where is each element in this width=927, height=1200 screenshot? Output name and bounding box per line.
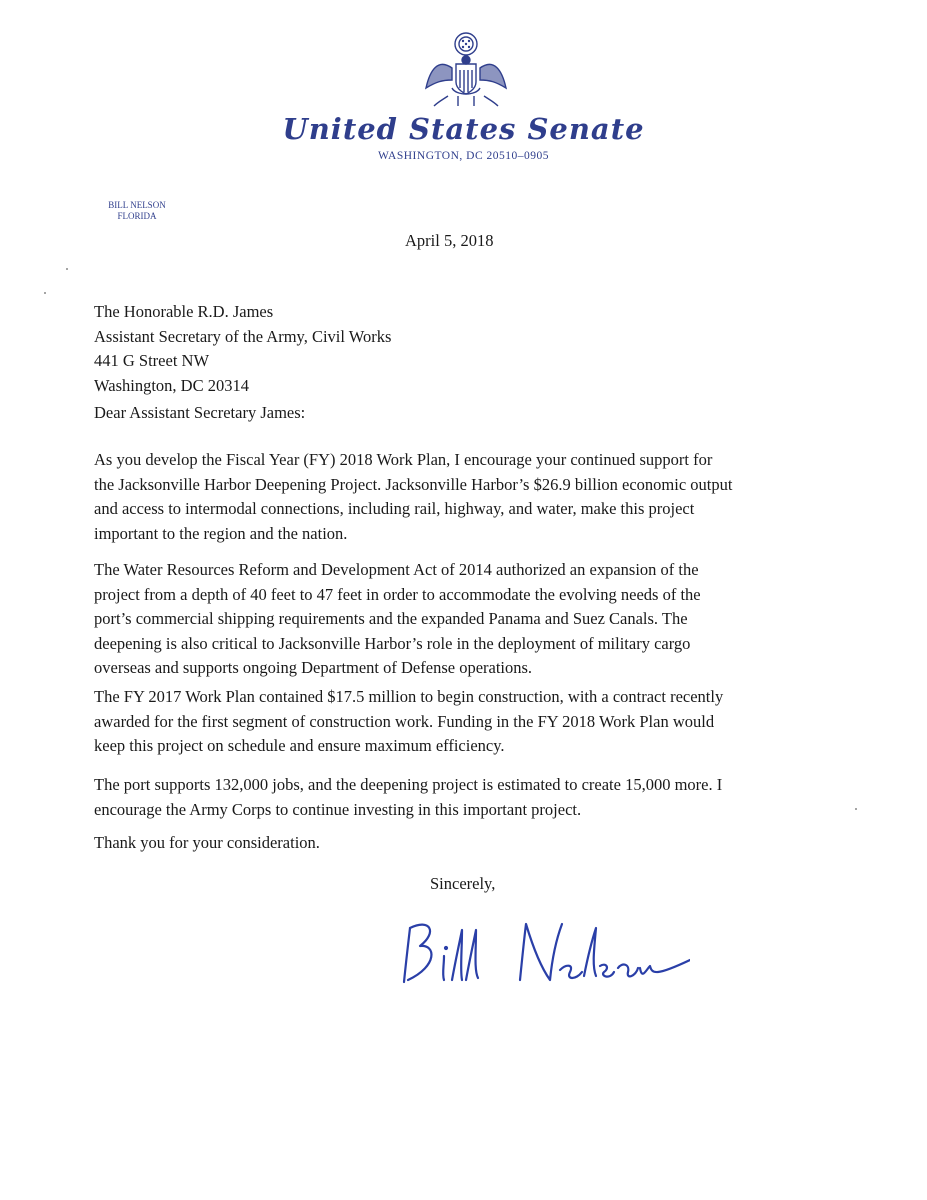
body-paragraph-4: The port supports 132,000 jobs, and the deepening project is estimated to create 15,000 more. I encourage the Army Corps to continue investing in this important project.	[94, 775, 723, 819]
great-seal-icon	[412, 30, 520, 112]
recipient-line-1: The Honorable R.D. James	[94, 302, 274, 321]
recipient-address	[94, 300, 391, 398]
letterhead-title: United States Senate	[282, 112, 645, 146]
letter-date: April 5, 2018	[405, 231, 494, 250]
signature	[400, 910, 690, 1000]
scan-speck	[66, 268, 68, 270]
scan-speck	[855, 808, 857, 810]
body-paragraph-2: The Water Resources Reform and Development Act of 2014 authorized an expansion of the project from a depth of 40 feet to 47 feet in order to accommodate the evolving needs of the port’s commercial shipping requirements and the expanded Panama and Suez Canals. The deepening is also critical to Jacksonville Harbor’s role in the deployment of military cargo overseas and supports ongoing Department of Defense operations.	[94, 560, 701, 677]
thanks-line: Thank you for your consideration.	[94, 833, 320, 852]
body-paragraph-3: The FY 2017 Work Plan contained $17.5 million to begin construction, with a contract recently awarded for the first segment of construction work. Funding in the FY 2018 Work Plan would keep this project on schedule and ensure maximum efficiency.	[94, 687, 724, 755]
recipient-line-4: Washington, DC 20314	[94, 375, 249, 395]
senator-state: FLORIDA	[117, 211, 157, 221]
recipient-line-3: 441 G Street NW	[94, 351, 210, 370]
senator-name: BILL NELSON	[108, 200, 166, 210]
closing: Sincerely,	[430, 874, 496, 893]
scan-speck	[44, 292, 46, 294]
senator-block	[92, 200, 182, 222]
recipient-line-2: Assistant Secretary of the Army, Civil Works	[94, 326, 392, 346]
salutation: Dear Assistant Secretary James:	[94, 403, 306, 422]
letterhead-address: WASHINGTON, DC 20510–0905	[377, 150, 550, 162]
body-paragraph-1: As you develop the Fiscal Year (FY) 2018 Work Plan, I encourage your continued support for the Jacksonville Harbor Deepening Project. Jacksonville Harbor’s $26.9 billion economic output and access to intermodal connections, including rail, highway, and water, make this project important to the region and the nation.	[94, 450, 733, 543]
